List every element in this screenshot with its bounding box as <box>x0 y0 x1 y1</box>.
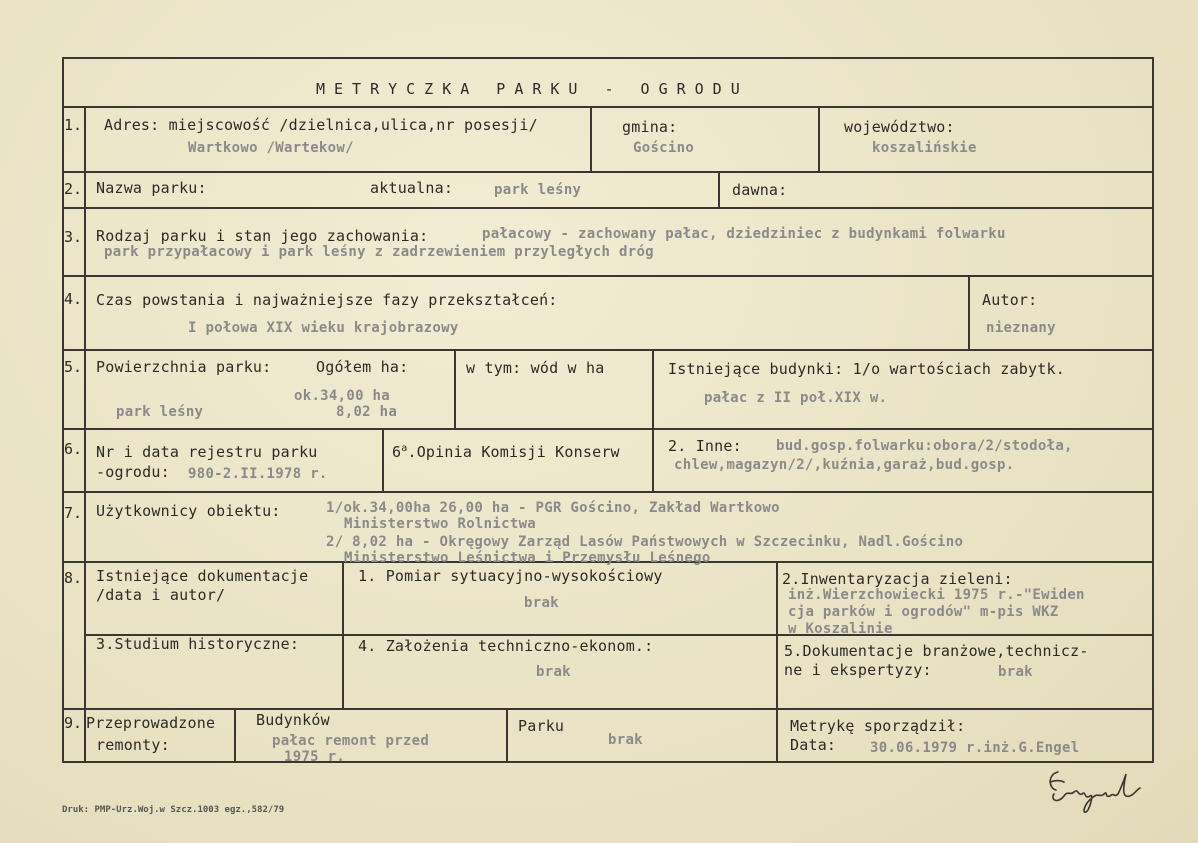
industry-docs-label-line2: ne i ekspertyzy: <box>784 661 932 679</box>
row9-number: 9. <box>64 714 83 732</box>
row6-number: 6. <box>64 440 83 458</box>
row9-div-c <box>776 710 778 761</box>
row4-bottom <box>62 349 1154 351</box>
tech-assumptions-label: 4. Założenia techniczno-ekonom.: <box>358 637 654 655</box>
repairs-label-line1: Przeprowadzone <box>86 714 216 732</box>
row8-bottom <box>62 708 1154 710</box>
other-buildings-label: 2. Inne: <box>668 437 742 455</box>
building-repairs-line2: 1975 r. <box>284 749 346 765</box>
row8-div-a <box>342 563 344 708</box>
origin-label: Czas powstania i najważniejsze fazy przekształceń: <box>96 291 558 309</box>
users-line1: 1/ok.34,00ha 26,00 ha - PGR Gościno, Zakład Wartkowo <box>326 500 780 516</box>
users-line3: 2/ 8,02 ha - Okręgowy Zarząd Lasów Państwowych w Szczecinku, Nadl.Gościno <box>326 534 964 550</box>
park-repairs-value: brak <box>608 732 643 748</box>
users-line2: Ministerstwo Rolnictwa <box>344 516 537 532</box>
row1-div-b <box>818 108 820 171</box>
border-bottom <box>62 761 1154 763</box>
history-study-label: 3.Studium historyczne: <box>96 635 300 653</box>
voivodeship-label: województwo: <box>844 118 955 136</box>
greenery-line2: cja parków i ogrodów" m-pis WKZ <box>788 604 1059 620</box>
other-buildings-line2: chlew,magazyn/2/,kuźnia,garaż,bud.gosp. <box>674 457 1015 473</box>
industry-docs-value: brak <box>998 664 1033 680</box>
area-label: Powierzchnia parku: <box>96 358 272 376</box>
park-type-value-line1: pałacowy - zachowany pałac, dziedziniec z budynkami folwarku <box>482 226 1006 242</box>
greenery-line1: inż.Wierzchowiecki 1975 r.-"Ewiden <box>788 587 1085 603</box>
row6-div-b <box>652 430 654 491</box>
building-repairs-line1: pałac remont przed <box>272 733 430 749</box>
current-name-label: aktualna: <box>370 179 454 197</box>
row2-div <box>718 173 720 207</box>
greenery-inventory-label: 2.Inwentaryzacja zieleni: <box>782 570 1013 588</box>
row2-bottom <box>62 207 1154 209</box>
page-title: METRYCZKA PARKU - OGRODU <box>316 80 749 98</box>
row4-number: 4. <box>64 290 83 308</box>
building-repairs-label: Budynków <box>256 711 330 729</box>
water-area-label: w tym: wód w ha <box>466 359 605 377</box>
forest-park-value: 8,02 ha <box>336 404 398 420</box>
row1-div-a <box>590 108 592 171</box>
border-right <box>1152 57 1154 763</box>
row4-div <box>968 277 970 349</box>
docs-label-line1: Istniejące dokumentacje <box>96 567 309 585</box>
greenery-line3: w Koszalinie <box>788 621 893 637</box>
row5-bottom <box>62 428 1154 430</box>
park-name-label: Nazwa parku: <box>96 179 207 197</box>
total-area-label: Ogółem ha: <box>316 358 409 376</box>
border-left <box>62 57 64 763</box>
former-name-label: dawna: <box>732 181 788 199</box>
row9-div-b <box>506 710 508 761</box>
tech-assumptions-value: brak <box>536 664 571 680</box>
other-buildings-line1: bud.gosp.folwarku:obora/2/stodoła, <box>776 438 1073 454</box>
survey-value: brak <box>524 595 559 611</box>
date-value: 30.06.1979 r.inż.G.Engel <box>870 740 1080 756</box>
industry-docs-label-line1: 5.Dokumentacje branżowe,technicz- <box>784 642 1089 660</box>
park-repairs-label: Parku <box>518 717 565 735</box>
title-divider <box>62 106 1154 108</box>
total-area-value: ok.34,00 ha <box>294 388 391 404</box>
docs-label-line2: /data i autor/ <box>96 586 226 604</box>
users-label: Użytkownicy obiektu: <box>96 502 281 520</box>
survey-label: 1. Pomiar sytuacyjno-wysokościowy <box>358 567 663 585</box>
row3-bottom <box>62 275 1154 277</box>
current-name-value: park leśny <box>494 182 582 198</box>
row9-div-a <box>234 710 236 761</box>
conservator-opinion-label: 6$^a$.Opinia Komisji Konserw <box>392 443 620 461</box>
address-value: Wartkowo /Wartekow/ <box>188 140 354 156</box>
row2-number: 2. <box>64 180 83 198</box>
forest-park-label: park leśny <box>116 404 204 420</box>
gmina-label: gmina: <box>622 118 678 136</box>
address-label: Adres: miejscowość /dzielnica,ulica,nr posesji/ <box>104 116 538 134</box>
row7-number: 7. <box>64 504 83 522</box>
prepared-by-label: Metrykę sporządził: <box>790 717 966 735</box>
park-type-value-line2: park przypałacowy i park leśny z zadrzewieniem przyległych dróg <box>104 244 654 260</box>
buildings-label: Istniejące budynki: 1/o wartościach zabytk. <box>668 360 1065 378</box>
row1-bottom <box>62 171 1154 173</box>
date-label: Data: <box>790 736 837 754</box>
origin-value: I połowa XIX wieku krajobrazowy <box>188 320 459 336</box>
print-footer: Druk: PMP-Urz.Woj.w Szcz.1003 egz.,582/79 <box>62 805 285 815</box>
buildings-value: pałac z II poł.XIX w. <box>704 390 888 406</box>
row5-number: 5. <box>64 358 83 376</box>
row8-div-b <box>776 563 778 708</box>
gmina-value: Gościno <box>633 140 695 156</box>
register-value: 980-2.II.1978 r. <box>188 466 328 482</box>
park-type-label: Rodzaj parku i stan jego zachowania: <box>96 227 429 245</box>
row5-div-a <box>454 351 456 428</box>
row3-number: 3. <box>64 228 83 246</box>
row6-bottom <box>62 491 1154 493</box>
handwritten-signature <box>1044 760 1164 820</box>
row5-div-b <box>652 351 654 428</box>
users-line4: Ministerstwo Leśnictwa i Przemysłu Leśnego <box>344 550 711 566</box>
border-top <box>62 57 1154 59</box>
repairs-label-line2: remonty: <box>96 736 170 754</box>
row1-number: 1. <box>64 116 83 134</box>
register-label-line1: Nr i data rejestru parku <box>96 443 318 461</box>
row6-div-a <box>382 430 384 491</box>
voivodeship-value: koszalińskie <box>872 140 977 156</box>
register-label-line2: -ogrodu: <box>96 463 170 481</box>
author-value: nieznany <box>986 320 1056 336</box>
author-label: Autor: <box>982 291 1038 309</box>
row8-number: 8. <box>64 569 83 587</box>
